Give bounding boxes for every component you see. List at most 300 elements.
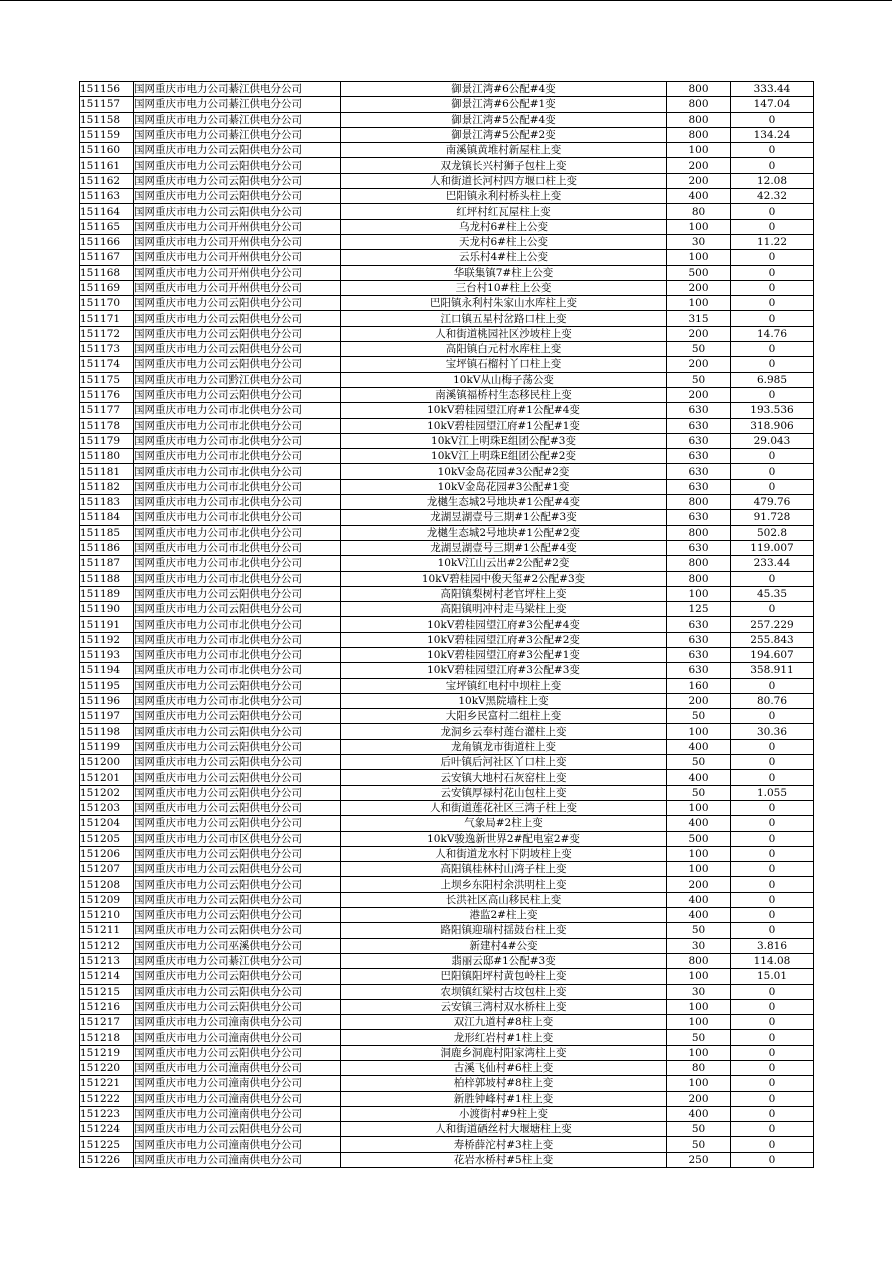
transformer-name-cell: 龙湖昱湖壹号三期#1公配#3变 <box>341 510 667 525</box>
row-id-cell: 151163 <box>80 189 134 204</box>
capacity-cell: 200 <box>667 173 731 188</box>
row-id-cell: 151183 <box>80 495 134 510</box>
transformer-name-cell: 农坝镇红梁村古坟包柱上变 <box>341 984 667 999</box>
company-cell: 国网重庆市电力公司潼南供电分公司 <box>134 1091 341 1106</box>
capacity-cell: 630 <box>667 663 731 678</box>
capacity-cell: 100 <box>667 219 731 234</box>
table-body <box>80 82 814 1168</box>
transformer-name-cell: 长洪社区高山移民柱上变 <box>341 892 667 907</box>
company-cell: 国网重庆市电力公司綦江供电分公司 <box>134 97 341 112</box>
table-row <box>80 173 814 188</box>
row-id-cell: 151215 <box>80 984 134 999</box>
row-id-cell: 151203 <box>80 800 134 815</box>
table-row <box>80 326 814 341</box>
company-cell: 国网重庆市电力公司云阳供电分公司 <box>134 204 341 219</box>
capacity-cell: 500 <box>667 265 731 280</box>
table-row <box>80 1061 814 1076</box>
row-id-cell: 151180 <box>80 449 134 464</box>
table-row <box>80 357 814 372</box>
company-cell: 国网重庆市电力公司云阳供电分公司 <box>134 602 341 617</box>
capacity-cell: 30 <box>667 984 731 999</box>
transformer-name-cell: 人和街道硒丝村大堰塘柱上变 <box>341 1122 667 1137</box>
capacity-cell: 100 <box>667 1015 731 1030</box>
capacity-cell: 100 <box>667 250 731 265</box>
company-cell: 国网重庆市电力公司云阳供电分公司 <box>134 709 341 724</box>
company-cell: 国网重庆市电力公司市北供电分公司 <box>134 693 341 708</box>
capacity-cell: 50 <box>667 1030 731 1045</box>
load-value-cell: 0 <box>731 387 814 402</box>
table-row <box>80 938 814 953</box>
table-row <box>80 265 814 280</box>
row-id-cell: 151164 <box>80 204 134 219</box>
table-row <box>80 403 814 418</box>
row-id-cell: 151202 <box>80 785 134 800</box>
transformer-name-cell: 双江九道村#8柱上变 <box>341 1015 667 1030</box>
row-id-cell: 151170 <box>80 296 134 311</box>
row-id-cell: 151179 <box>80 433 134 448</box>
transformer-name-cell: 龙洞乡云奉村莲台灌柱上变 <box>341 724 667 739</box>
table-row <box>80 525 814 540</box>
load-value-cell: 233.44 <box>731 556 814 571</box>
table-row <box>80 953 814 968</box>
transformer-name-cell: 10kV碧桂园望江府#3公配#3变 <box>341 663 667 678</box>
load-value-cell: 0 <box>731 1015 814 1030</box>
table-row <box>80 816 814 831</box>
load-value-cell: 0 <box>731 755 814 770</box>
company-cell: 国网重庆市电力公司云阳供电分公司 <box>134 189 341 204</box>
table-row <box>80 479 814 494</box>
capacity-cell: 630 <box>667 403 731 418</box>
transformer-name-cell: 云安镇大地村石灰窑柱上变 <box>341 770 667 785</box>
table-row <box>80 770 814 785</box>
table-row <box>80 1137 814 1152</box>
transformer-name-cell: 10kV碧桂园望江府#3公配#1变 <box>341 647 667 662</box>
company-cell: 国网重庆市电力公司市北供电分公司 <box>134 525 341 540</box>
table-row <box>80 571 814 586</box>
load-value-cell: 42.32 <box>731 189 814 204</box>
table-row <box>80 1030 814 1045</box>
company-cell: 国网重庆市电力公司开州供电分公司 <box>134 234 341 249</box>
table-row <box>80 678 814 693</box>
row-id-cell: 151201 <box>80 770 134 785</box>
load-value-cell: 29.043 <box>731 433 814 448</box>
load-value-cell: 318.906 <box>731 418 814 433</box>
table-row <box>80 1076 814 1091</box>
table-row <box>80 908 814 923</box>
table-row <box>80 739 814 754</box>
row-id-cell: 151171 <box>80 311 134 326</box>
capacity-cell: 400 <box>667 770 731 785</box>
capacity-cell: 400 <box>667 189 731 204</box>
transformer-name-cell: 龙角镇龙市街道柱上变 <box>341 739 667 754</box>
load-value-cell: 0 <box>731 1137 814 1152</box>
load-value-cell: 194.607 <box>731 647 814 662</box>
company-cell: 国网重庆市电力公司綦江供电分公司 <box>134 127 341 142</box>
capacity-cell: 50 <box>667 1137 731 1152</box>
company-cell: 国网重庆市电力公司市北供电分公司 <box>134 647 341 662</box>
transformer-name-cell: 天龙村6#柱上公变 <box>341 234 667 249</box>
table-row <box>80 143 814 158</box>
load-value-cell: 0 <box>731 923 814 938</box>
load-value-cell: 14.76 <box>731 326 814 341</box>
capacity-cell: 630 <box>667 647 731 662</box>
load-value-cell: 0 <box>731 250 814 265</box>
load-value-cell: 0 <box>731 678 814 693</box>
transformer-name-cell: 宝坪镇红电村中坝柱上变 <box>341 678 667 693</box>
capacity-cell: 630 <box>667 464 731 479</box>
row-id-cell: 151187 <box>80 556 134 571</box>
table-row <box>80 418 814 433</box>
company-cell: 国网重庆市电力公司市区供电分公司 <box>134 831 341 846</box>
transformer-name-cell: 花岩水桥村#5柱上变 <box>341 1152 667 1167</box>
transformer-name-cell: 高阳镇白元村水库柱上变 <box>341 342 667 357</box>
transformer-name-cell: 新胜钟峰村#1柱上变 <box>341 1091 667 1106</box>
capacity-cell: 630 <box>667 632 731 647</box>
load-value-cell: 134.24 <box>731 127 814 142</box>
table-row <box>80 540 814 555</box>
row-id-cell: 151182 <box>80 479 134 494</box>
company-cell: 国网重庆市电力公司市北供电分公司 <box>134 495 341 510</box>
capacity-cell: 630 <box>667 433 731 448</box>
company-cell: 国网重庆市电力公司云阳供电分公司 <box>134 326 341 341</box>
load-value-cell: 0 <box>731 816 814 831</box>
company-cell: 国网重庆市电力公司市北供电分公司 <box>134 663 341 678</box>
load-value-cell: 333.44 <box>731 82 814 97</box>
company-cell: 国网重庆市电力公司云阳供电分公司 <box>134 800 341 815</box>
transformer-name-cell: 10kV金岛花园#3公配#2变 <box>341 464 667 479</box>
row-id-cell: 151192 <box>80 632 134 647</box>
row-id-cell: 151172 <box>80 326 134 341</box>
load-value-cell: 0 <box>731 984 814 999</box>
transformer-name-cell: 红坪村红瓦屋柱上变 <box>341 204 667 219</box>
table-row <box>80 800 814 815</box>
capacity-cell: 250 <box>667 1152 731 1167</box>
table-row <box>80 647 814 662</box>
load-value-cell: 0 <box>731 1061 814 1076</box>
transformer-name-cell: 巴阳镇永利村朱家山水库柱上变 <box>341 296 667 311</box>
capacity-cell: 200 <box>667 326 731 341</box>
company-cell: 国网重庆市电力公司云阳供电分公司 <box>134 678 341 693</box>
transformer-name-cell: 龙樾生态城2号地块#1公配#2变 <box>341 525 667 540</box>
transformer-name-cell: 南溪镇福桥村生态移民柱上变 <box>341 387 667 402</box>
table-row <box>80 449 814 464</box>
company-cell: 国网重庆市电力公司云阳供电分公司 <box>134 908 341 923</box>
row-id-cell: 151211 <box>80 923 134 938</box>
table-row <box>80 862 814 877</box>
capacity-cell: 800 <box>667 556 731 571</box>
capacity-cell: 100 <box>667 296 731 311</box>
company-cell: 国网重庆市电力公司黔江供电分公司 <box>134 372 341 387</box>
company-cell: 国网重庆市电力公司云阳供电分公司 <box>134 739 341 754</box>
row-id-cell: 151199 <box>80 739 134 754</box>
company-cell: 国网重庆市电力公司云阳供电分公司 <box>134 846 341 861</box>
table-row <box>80 433 814 448</box>
company-cell: 国网重庆市电力公司綦江供电分公司 <box>134 112 341 127</box>
transformer-name-cell: 10kV江上明珠E组团公配#3变 <box>341 433 667 448</box>
transformer-name-cell: 人和街道长河村四方堰口柱上变 <box>341 173 667 188</box>
capacity-cell: 630 <box>667 479 731 494</box>
capacity-cell: 80 <box>667 204 731 219</box>
table-row <box>80 250 814 265</box>
company-cell: 国网重庆市电力公司市北供电分公司 <box>134 617 341 632</box>
transformer-name-cell: 10kV江山云出#2公配#2变 <box>341 556 667 571</box>
load-value-cell: 0 <box>731 709 814 724</box>
transformer-name-cell: 路阳镇迎瑞村揺鼓台柱上变 <box>341 923 667 938</box>
company-cell: 国网重庆市电力公司云阳供电分公司 <box>134 999 341 1014</box>
row-id-cell: 151222 <box>80 1091 134 1106</box>
row-id-cell: 151221 <box>80 1076 134 1091</box>
row-id-cell: 151160 <box>80 143 134 158</box>
table-row <box>80 586 814 601</box>
capacity-cell: 50 <box>667 785 731 800</box>
load-value-cell: 193.536 <box>731 403 814 418</box>
capacity-cell: 100 <box>667 969 731 984</box>
row-id-cell: 151189 <box>80 586 134 601</box>
transformer-name-cell: 三台村10#柱上公变 <box>341 280 667 295</box>
table-row <box>80 632 814 647</box>
load-value-cell: 0 <box>731 1091 814 1106</box>
transformer-name-cell: 龙樾生态城2号地块#1公配#4变 <box>341 495 667 510</box>
table-row <box>80 495 814 510</box>
transformer-name-cell: 气象局#2柱上变 <box>341 816 667 831</box>
transformer-name-cell: 翡丽云邸#1公配#3变 <box>341 953 667 968</box>
load-value-cell: 45.35 <box>731 586 814 601</box>
capacity-cell: 400 <box>667 908 731 923</box>
transformer-name-cell: 10kV碧桂园中俊天玺#2公配#3变 <box>341 571 667 586</box>
row-id-cell: 151205 <box>80 831 134 846</box>
row-id-cell: 151204 <box>80 816 134 831</box>
load-value-cell: 1.055 <box>731 785 814 800</box>
table-row <box>80 831 814 846</box>
load-value-cell: 30.36 <box>731 724 814 739</box>
transformer-name-cell: 龙形红岩村#1柱上变 <box>341 1030 667 1045</box>
transformer-name-cell: 古溪飞仙村#6柱上变 <box>341 1061 667 1076</box>
table-row <box>80 892 814 907</box>
company-cell: 国网重庆市电力公司巫溪供电分公司 <box>134 938 341 953</box>
transformer-capacity-table <box>79 81 814 1168</box>
transformer-name-cell: 10kV江上明珠E组团公配#2变 <box>341 449 667 464</box>
row-id-cell: 151159 <box>80 127 134 142</box>
capacity-cell: 100 <box>667 1076 731 1091</box>
capacity-cell: 80 <box>667 1061 731 1076</box>
table-row <box>80 877 814 892</box>
transformer-name-cell: 华联集镇7#柱上公变 <box>341 265 667 280</box>
capacity-cell: 800 <box>667 571 731 586</box>
transformer-name-cell: 洞鹿乡洞鹿村阳家湾柱上变 <box>341 1045 667 1060</box>
load-value-cell: 0 <box>731 342 814 357</box>
load-value-cell: 0 <box>731 112 814 127</box>
table-row <box>80 846 814 861</box>
capacity-cell: 200 <box>667 280 731 295</box>
load-value-cell: 3.816 <box>731 938 814 953</box>
table-row <box>80 1152 814 1167</box>
transformer-name-cell: 南溪镇黄堆村新屋柱上变 <box>341 143 667 158</box>
transformer-name-cell: 10kV骏逸新世界2#配电室2#变 <box>341 831 667 846</box>
table-row <box>80 602 814 617</box>
company-cell: 国网重庆市电力公司市北供电分公司 <box>134 479 341 494</box>
transformer-name-cell: 双龙镇长兴村狮子包柱上变 <box>341 158 667 173</box>
capacity-cell: 630 <box>667 510 731 525</box>
load-value-cell: 0 <box>731 571 814 586</box>
capacity-cell: 500 <box>667 831 731 846</box>
row-id-cell: 151225 <box>80 1137 134 1152</box>
load-value-cell: 114.08 <box>731 953 814 968</box>
company-cell: 国网重庆市电力公司潼南供电分公司 <box>134 1061 341 1076</box>
capacity-cell: 50 <box>667 923 731 938</box>
capacity-cell: 200 <box>667 387 731 402</box>
row-id-cell: 151196 <box>80 693 134 708</box>
table-row <box>80 280 814 295</box>
table-row <box>80 923 814 938</box>
row-id-cell: 151177 <box>80 403 134 418</box>
table-row <box>80 464 814 479</box>
capacity-cell: 400 <box>667 892 731 907</box>
transformer-name-cell: 小渡街村#9柱上变 <box>341 1106 667 1121</box>
transformer-name-cell: 人和街道莲花社区三湾子柱上变 <box>341 800 667 815</box>
row-id-cell: 151223 <box>80 1106 134 1121</box>
row-id-cell: 151167 <box>80 250 134 265</box>
row-id-cell: 151219 <box>80 1045 134 1060</box>
table-row <box>80 189 814 204</box>
capacity-cell: 200 <box>667 1091 731 1106</box>
capacity-cell: 100 <box>667 586 731 601</box>
row-id-cell: 151190 <box>80 602 134 617</box>
row-id-cell: 151194 <box>80 663 134 678</box>
company-cell: 国网重庆市电力公司云阳供电分公司 <box>134 755 341 770</box>
company-cell: 国网重庆市电力公司云阳供电分公司 <box>134 877 341 892</box>
table-row <box>80 1106 814 1121</box>
table-row <box>80 755 814 770</box>
row-id-cell: 151166 <box>80 234 134 249</box>
capacity-cell: 800 <box>667 112 731 127</box>
company-cell: 国网重庆市电力公司云阳供电分公司 <box>134 158 341 173</box>
transformer-name-cell: 乌龙村6#柱上公变 <box>341 219 667 234</box>
company-cell: 国网重庆市电力公司开州供电分公司 <box>134 219 341 234</box>
capacity-cell: 100 <box>667 846 731 861</box>
row-id-cell: 151173 <box>80 342 134 357</box>
row-id-cell: 151206 <box>80 846 134 861</box>
row-id-cell: 151156 <box>80 82 134 97</box>
transformer-name-cell: 高阳镇梨树村老官坪柱上变 <box>341 586 667 601</box>
transformer-name-cell: 人和街道桃园社区沙坡柱上变 <box>341 326 667 341</box>
capacity-cell: 100 <box>667 862 731 877</box>
capacity-cell: 50 <box>667 755 731 770</box>
load-value-cell: 257.229 <box>731 617 814 632</box>
row-id-cell: 151174 <box>80 357 134 372</box>
company-cell: 国网重庆市电力公司市北供电分公司 <box>134 510 341 525</box>
row-id-cell: 151186 <box>80 540 134 555</box>
company-cell: 国网重庆市电力公司潼南供电分公司 <box>134 1015 341 1030</box>
row-id-cell: 151214 <box>80 969 134 984</box>
transformer-name-cell: 御景江湾#6公配#1变 <box>341 97 667 112</box>
company-cell: 国网重庆市电力公司市北供电分公司 <box>134 433 341 448</box>
load-value-cell: 80.76 <box>731 693 814 708</box>
row-id-cell: 151165 <box>80 219 134 234</box>
company-cell: 国网重庆市电力公司云阳供电分公司 <box>134 862 341 877</box>
transformer-name-cell: 高阳镇桂林村山湾子柱上变 <box>341 862 667 877</box>
table-row <box>80 234 814 249</box>
transformer-name-cell: 云安镇三湾村双水桥柱上变 <box>341 999 667 1014</box>
company-cell: 国网重庆市电力公司市北供电分公司 <box>134 556 341 571</box>
table-row <box>80 1015 814 1030</box>
row-id-cell: 151157 <box>80 97 134 112</box>
company-cell: 国网重庆市电力公司綦江供电分公司 <box>134 953 341 968</box>
transformer-name-cell: 寿桥薛沱村#3柱上变 <box>341 1137 667 1152</box>
company-cell: 国网重庆市电力公司云阳供电分公司 <box>134 984 341 999</box>
capacity-cell: 160 <box>667 678 731 693</box>
capacity-cell: 800 <box>667 82 731 97</box>
company-cell: 国网重庆市电力公司云阳供电分公司 <box>134 387 341 402</box>
transformer-name-cell: 人和街道龙水村下阴坡柱上变 <box>341 846 667 861</box>
capacity-cell: 630 <box>667 449 731 464</box>
transformer-name-cell: 云安镇厚禄村花山包柱上变 <box>341 785 667 800</box>
load-value-cell: 0 <box>731 296 814 311</box>
load-value-cell: 11.22 <box>731 234 814 249</box>
load-value-cell: 119.007 <box>731 540 814 555</box>
row-id-cell: 151200 <box>80 755 134 770</box>
company-cell: 国网重庆市电力公司潼南供电分公司 <box>134 1030 341 1045</box>
load-value-cell: 0 <box>731 219 814 234</box>
company-cell: 国网重庆市电力公司市北供电分公司 <box>134 418 341 433</box>
transformer-name-cell: 巴阳镇阳坪村黄包岭柱上变 <box>341 969 667 984</box>
load-value-cell: 0 <box>731 770 814 785</box>
capacity-cell: 30 <box>667 938 731 953</box>
load-value-cell: 0 <box>731 143 814 158</box>
row-id-cell: 151161 <box>80 158 134 173</box>
capacity-cell: 50 <box>667 709 731 724</box>
transformer-name-cell: 柏梓郭坡村#8柱上变 <box>341 1076 667 1091</box>
row-id-cell: 151162 <box>80 173 134 188</box>
capacity-cell: 800 <box>667 953 731 968</box>
table-row <box>80 112 814 127</box>
transformer-name-cell: 港监2#柱上变 <box>341 908 667 923</box>
company-cell: 国网重庆市电力公司潼南供电分公司 <box>134 1152 341 1167</box>
row-id-cell: 151198 <box>80 724 134 739</box>
row-id-cell: 151169 <box>80 280 134 295</box>
company-cell: 国网重庆市电力公司云阳供电分公司 <box>134 770 341 785</box>
company-cell: 国网重庆市电力公司云阳供电分公司 <box>134 586 341 601</box>
table-row <box>80 158 814 173</box>
capacity-cell: 400 <box>667 1106 731 1121</box>
capacity-cell: 200 <box>667 357 731 372</box>
table-row <box>80 372 814 387</box>
load-value-cell: 358.911 <box>731 663 814 678</box>
row-id-cell: 151188 <box>80 571 134 586</box>
company-cell: 国网重庆市电力公司云阳供电分公司 <box>134 296 341 311</box>
company-cell: 国网重庆市电力公司云阳供电分公司 <box>134 357 341 372</box>
capacity-cell: 100 <box>667 800 731 815</box>
load-value-cell: 0 <box>731 862 814 877</box>
page-top-rule <box>0 0 892 1</box>
capacity-cell: 800 <box>667 495 731 510</box>
load-value-cell: 479.76 <box>731 495 814 510</box>
table-row <box>80 127 814 142</box>
load-value-cell: 0 <box>731 1106 814 1121</box>
table-row <box>80 785 814 800</box>
transformer-name-cell: 10kV碧桂园望江府#1公配#1变 <box>341 418 667 433</box>
transformer-name-cell: 后叶镇后河社区丫口柱上变 <box>341 755 667 770</box>
capacity-cell: 125 <box>667 602 731 617</box>
transformer-name-cell: 上坝乡东阳村余洪明柱上变 <box>341 877 667 892</box>
load-value-cell: 0 <box>731 1122 814 1137</box>
transformer-name-cell: 大阳乡民富村二组柱上变 <box>341 709 667 724</box>
table-row <box>80 1122 814 1137</box>
row-id-cell: 151195 <box>80 678 134 693</box>
load-value-cell: 0 <box>731 280 814 295</box>
capacity-cell: 50 <box>667 342 731 357</box>
table-row <box>80 204 814 219</box>
company-cell: 国网重庆市电力公司云阳供电分公司 <box>134 892 341 907</box>
